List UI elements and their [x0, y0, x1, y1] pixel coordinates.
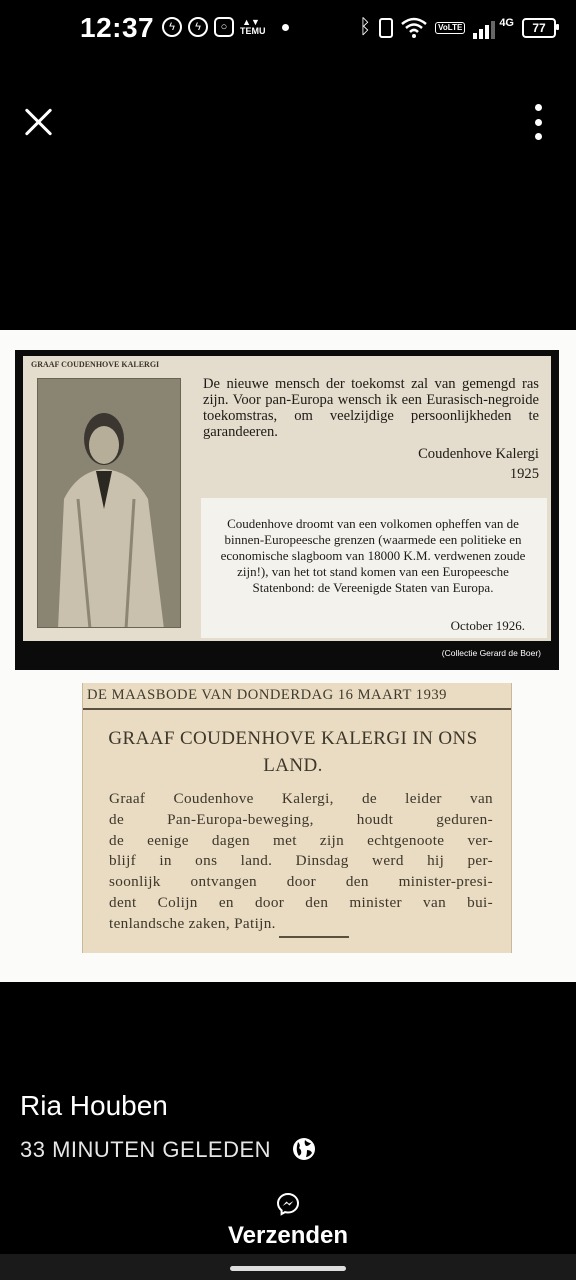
- notification-icons: [162, 17, 289, 37]
- box-text: Coudenhove droomt van een volkomen opheffen van de binnen-Europeesche grenzen (waarmede een politieke en economische slagboom van 18000 K.M. verdwenen zoude zijn!), van het tot stand komen van een Europeesche Statenbond: de Vereenigde Staten van Europa.: [220, 516, 526, 595]
- signal-icon: [473, 17, 495, 39]
- temu-icon: ▲▼ TEMU: [240, 17, 266, 36]
- article-line: de Pan-Europa-beweging, houdt geduren-: [109, 810, 493, 828]
- portrait-caption: GRAAF COUDENHOVE KALERGI: [31, 360, 160, 369]
- portrait-photo: [37, 378, 181, 628]
- newspaper-clipping-1: [15, 350, 559, 670]
- volte-icon: VoLTE: [435, 22, 465, 34]
- quote-text: De nieuwe mensch der toekomst zal van gemengd ras zijn. Voor pan-Europa wensch ik een Eurasisch-negroide toekomstras, om veelzijdige persoonlijkheden te garandeeren.: [203, 376, 539, 440]
- article-line: Graaf Coudenhove Kalergi, de leider van: [109, 790, 493, 807]
- network-type: 4G: [499, 16, 514, 29]
- more-notifications-dot: [282, 24, 289, 31]
- box-date: October 1926.: [450, 618, 525, 633]
- wifi-icon: [401, 17, 427, 39]
- article-end-rule: [279, 936, 349, 938]
- instagram-icon: ○: [214, 17, 234, 37]
- newspaper-clipping-2: [82, 683, 512, 953]
- post-author[interactable]: Ria Houben: [20, 1090, 168, 1121]
- header-rule: [83, 708, 511, 710]
- messenger-notification-icon-2: ϟ: [188, 17, 208, 37]
- quote-author: Coudenhove Kalergi: [418, 446, 539, 462]
- post-photo[interactable]: [0, 330, 576, 982]
- newspaper-header: DE MAASBODE VAN DONDERDAG 16 MAART 1939: [87, 687, 447, 703]
- article-title: GRAAF COUDENHOVE KALERGI IN ONS LAND.: [108, 728, 478, 776]
- battery-icon: [522, 18, 556, 38]
- quote-block: [203, 376, 539, 482]
- bluetooth-icon: ᛒ: [359, 16, 372, 38]
- article-body: [109, 789, 493, 935]
- temu-label: TEMU: [240, 26, 266, 36]
- globe-icon: [292, 1137, 316, 1161]
- text-box: [201, 498, 547, 638]
- status-bar: [0, 0, 576, 60]
- messenger-notification-icon: ϟ: [162, 17, 182, 37]
- article-line: tenlandsche zaken, Patijn.: [109, 914, 276, 932]
- send-button[interactable]: Verzenden: [227, 1222, 349, 1249]
- photo-credit: (Collectie Gerard de Boer): [441, 648, 541, 658]
- vibrate-icon: [379, 18, 393, 38]
- article-line: de eenige dagen met zijn echtgenoote ver-: [109, 831, 493, 849]
- system-icons: [359, 16, 556, 39]
- status-time: 12:37: [80, 12, 155, 43]
- battery-level: 77: [532, 20, 546, 35]
- home-gesture-handle[interactable]: [230, 1266, 346, 1271]
- post-age: 33 MINUTEN GELEDEN: [20, 1137, 272, 1162]
- article-line: soonlijk ontvangen door den minister-presi-: [109, 873, 493, 891]
- quote-year: 1925: [509, 466, 539, 482]
- portrait-figure: [38, 379, 181, 628]
- messenger-icon[interactable]: [276, 1192, 300, 1216]
- close-icon[interactable]: [22, 104, 54, 140]
- article-line: dent Colijn en door den minister van bui-: [109, 893, 493, 911]
- clipping-1-paper: [23, 356, 551, 641]
- more-vertical-icon[interactable]: [528, 104, 548, 140]
- article-line: blijf in ons land. Dinsdag werd hij per-: [109, 852, 493, 870]
